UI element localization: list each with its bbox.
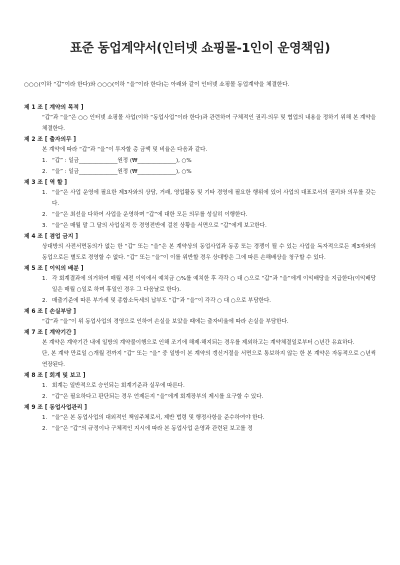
item-text: 회계는 일반적으로 승인되는 회계기준과 실무에 따른다. [52, 383, 185, 389]
item-text: “을” : 일금______________원정 (₩______________), ○% [52, 169, 192, 175]
article-heading: 제 9 조 [ 동업사업관리 ] [24, 405, 88, 411]
intro-paragraph: ○○○(이하 “갑”이라 한다)와 ○○○(이하 “을”이라 한다)는 아래와 같이 인터넷 쇼핑몰 동업계약을 체결한다. [24, 82, 290, 88]
article-7 [24, 329, 376, 371]
article-6 [24, 308, 376, 328]
item-text: “을”은 매월 말 그 달의 사업실적 등 경영전반에 걸친 상황을 서면으로 “갑”에게 보고한다. [52, 223, 267, 229]
list-item [24, 156, 376, 167]
article-3 [24, 179, 376, 232]
item-text: “갑”은 필요하다고 판단되는 경우 언제든지 “을”에게 회계장부의 제시를 요구할 수 있다. [52, 394, 264, 400]
item-number: 1. [42, 276, 48, 282]
item-text: “을”은 “갑”의 규정이나 구체적인 지시에 따라 본 동업사업 운영과 관련된 보고를 정 [52, 426, 253, 432]
list-item [24, 392, 376, 403]
article-heading: 제 2 조 [ 출자의무 ] [24, 137, 77, 143]
list-item [24, 221, 376, 232]
article-paragraph: “갑”과 “을”은 ○○ 인터넷 쇼핑몰 사업(이하 “동업사업”이라 한다)과 관련하여 구체적인 권리·의무 및 협업의 내용을 정하기 위해 본 계약을 체결한다. [42, 115, 376, 132]
item-text: 매출기준에 따른 부가세 및 종합소득세의 납부도 “갑”과 “을”이 각각 ○ 대 ○으로 부담한다. [52, 298, 272, 304]
item-number: 1. [42, 190, 48, 196]
article-paragraph: 단, 본 계약 만료일 ○개월 전까지 “갑” 또는 “을” 중 일방이 본 계약의 갱신거절을 서면으로 통보하지 않는 한 본 계약은 자동적으로 ○년씩 연장된다. [42, 351, 376, 368]
article-paragraph: 상대방의 사전서면동의가 없는 한 “갑” 또는 “을”은 본 계약상의 동업사업과 동종 또는 경쟁이 될 수 있는 사업을 독자적으로든 제3자와의 동업으로든 별도로 경영할 수 없다. “갑” 또는 “을”이 이를 위반할 경우 상대방은 그에 따른 손해배상을 청구할 수 있다. [42, 244, 376, 261]
article-heading: 제 1 조 [ 계약의 목적 ] [24, 105, 84, 111]
list-item [24, 210, 376, 221]
article-5 [24, 265, 376, 307]
document-title: 표준 동업계약서(인터넷 쇼핑몰-1인이 운영책임) [70, 40, 330, 55]
list-item [24, 424, 376, 435]
item-number: 1. [42, 383, 48, 389]
article-heading: 제 4 조 [ 겸업 금지 ] [24, 234, 79, 240]
list-item [24, 188, 376, 210]
article-paragraph: 본 계약에 따라 “갑”과 “을”이 투자할 총 금액 및 비율은 다음과 같다. [42, 147, 208, 153]
item-number: 3. [42, 223, 48, 229]
item-number: 2. [42, 426, 48, 432]
article-heading: 제 7 조 [ 계약기간 ] [24, 330, 77, 336]
article-paragraph: “갑”과 “을”이 위 동업사업의 경영으로 인하여 손실을 보았을 때에는 출자비율에 따라 손실을 부담한다. [42, 319, 289, 325]
articles-list [24, 104, 376, 435]
item-text: “을”은 최선을 다하여 사업을 운영하며 “갑”에 대한 모든 의무를 성실히 이행한다. [52, 212, 248, 218]
item-text: “을”은 사업 운영에 필요한 제3자와의 상담, 거래, 영업활동 및 기타 경영에 필요한 행위에 있어 사업의 대표로서의 권리와 의무를 갖는다. [52, 190, 376, 207]
article-1 [24, 104, 376, 135]
list-item [24, 296, 376, 307]
item-number: 2. [42, 394, 48, 400]
item-number: 2. [42, 169, 48, 175]
article-8 [24, 372, 376, 403]
article-paragraph: 본 계약은 계약기간 내에 일방의 계약불이행으로 인해 조기에 해제·해지되는 경우를 제외하고는 계약체결일로부터 ○년간 유효하다. [42, 340, 355, 346]
item-number: 2. [42, 212, 48, 218]
item-text: “갑” : 일금______________원정 (₩______________), ○% [52, 158, 192, 164]
item-number: 1. [42, 158, 48, 164]
item-number: 2. [42, 298, 48, 304]
item-text: “을”은 본 동업사업의 대외적인 책임주체로서, 제반 법령 및 행정사항을 준수하여야 한다. [52, 415, 265, 421]
list-item [24, 413, 376, 424]
article-2 [24, 136, 376, 178]
article-heading: 제 8 조 [ 회계 및 보고 ] [24, 373, 86, 379]
article-9 [24, 404, 376, 435]
article-heading: 제 5 조 [ 이익의 배분 ] [24, 266, 84, 272]
list-item [24, 274, 376, 296]
article-4 [24, 233, 376, 264]
list-item [24, 381, 376, 392]
list-item [24, 167, 376, 178]
item-text: 각 회계결과에 의거하여 매월 세전 이익에서 예치금 ○%를 예치한 후 각각 ○ 대 ○으로 “갑”과 “을”에게 이익배당을 지급한다(이익배당일은 매월 ○일로 하며 휴일인 경우 그 다음날로 한다). [52, 276, 376, 293]
article-heading: 제 6 조 [ 손실부담 ] [24, 309, 77, 315]
article-heading: 제 3 조 [ 역 할 ] [24, 180, 68, 186]
item-number: 1. [42, 415, 48, 421]
